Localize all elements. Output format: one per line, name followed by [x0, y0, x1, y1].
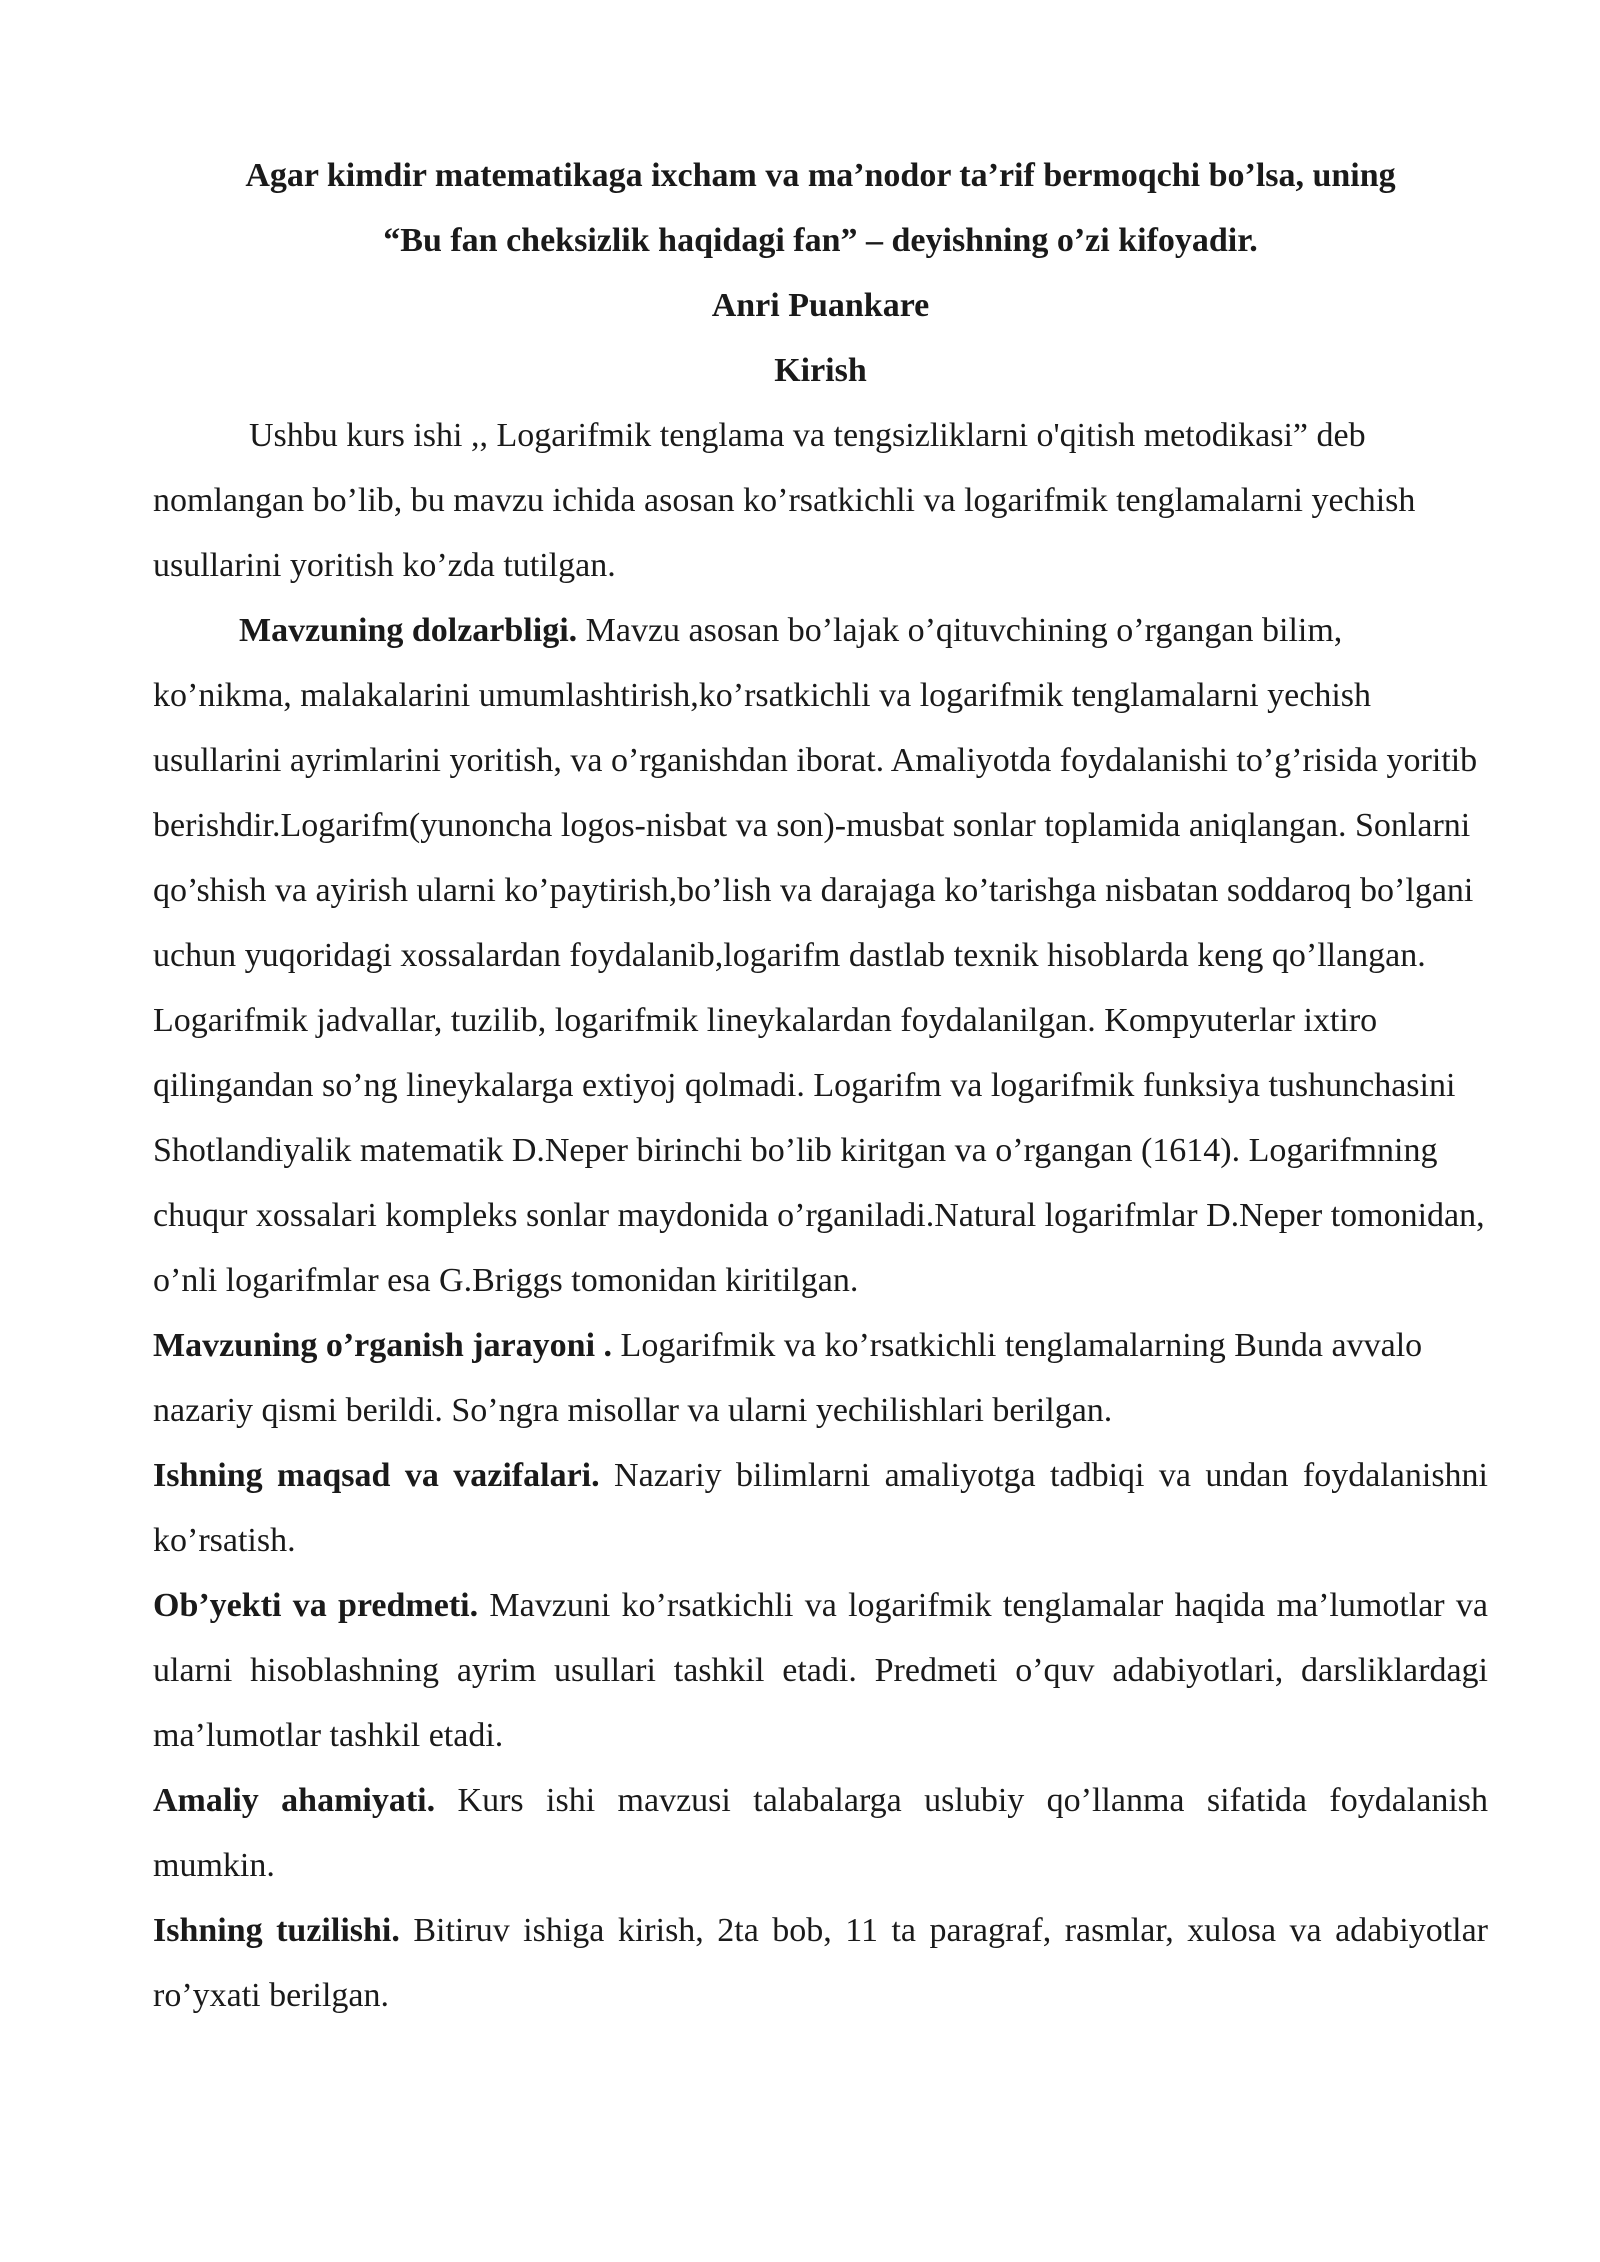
epigraph-line-1: Agar kimdir matematikaga ixcham va ma’nodor ta’rif bermoqchi bo’lsa, uning — [245, 157, 1396, 194]
document-page — [153, 143, 1488, 2028]
relevance-paragraph — [153, 598, 1488, 1313]
intro-paragraph: Ushbu kurs ishi ,, Logarifmik tenglama va tengsizliklarni o'qitish metodikasi” deb nomlangan bo’lib, bu mavzu ichida asosan ko’rsatkichli va logarifmik tenglamalarni yechish usullarini yoritish ko’zda tutilgan. — [153, 417, 1416, 584]
process-label: Mavzuning o’rganish jarayoni . — [153, 1327, 613, 1364]
process-paragraph — [153, 1313, 1488, 1443]
structure-paragraph — [153, 1898, 1488, 2028]
process-text: Logarifmik va ko’rsatkichli tenglamalarning Bunda avvalo nazariy qismi berildi. So’ngra misollar va ularni yechilishlari berilgan. — [153, 1327, 1423, 1429]
object-label: Ob’yekti va predmeti. — [153, 1587, 479, 1624]
practical-text: Kurs ishi mavzusi talabalarga uslubiy qo’llanma sifatida foydalanish mumkin. — [153, 1782, 1488, 1884]
structure-label: Ishning tuzilishi. — [153, 1912, 400, 1949]
relevance-label: Mavzuning dolzarbligi. — [239, 612, 578, 649]
goals-text: Nazariy bilimlarni amaliyotga tadbiqi va undan foydalanishni ko’rsatish. — [153, 1457, 1488, 1559]
epigraph-line-2: “Bu fan cheksizlik haqidagi fan” – deyishning o’zi kifoyadir. — [383, 222, 1258, 259]
goals-paragraph — [153, 1443, 1488, 1573]
practical-paragraph — [153, 1768, 1488, 1898]
epigraph-author: Anri Puankare — [711, 287, 930, 324]
section-heading: Kirish — [774, 352, 867, 389]
object-text: Mavzuni ko’rsatkichli va logarifmik tenglamalar haqida ma’lumotlar va ularni hisoblashning ayrim usullari tashkil etadi. Predmeti o’quv adabiyotlari, darsliklardagi ma’lumotlar tashkil etadi. — [153, 1587, 1489, 1754]
goals-label: Ishning maqsad va vazifalari. — [153, 1457, 600, 1494]
relevance-text: Mavzu asosan bo’lajak o’qituvchining o’rgangan bilim, ko’nikma, malakalarini umumlashtirish,ko’rsatkichli va logarifmik tenglamalarni yechish usullarini ayrimlarini yoritish, va o’rganishdan iborat. Amaliyotda foydalanishi to’g’risida yoritib berishdir.Logarifm(yunoncha logos-nisbat va son)-musbat sonlar toplamida aniqlangan. Sonlarni qo’shish va ayirish ularni ko’paytirish,bo’lish va darajaga ko’tarishga nisbatan soddaroq bo’lgani uchun yuqoridagi xossalardan foydalanib,logarifm dastlab texnik hisoblarda keng qo’llangan. Logarifmik jadvallar, tuzilib, logarifmik lineykalardan foydalanilgan. Kompyuterlar ixtiro qilingandan so’ng lineykalarga extiyoj qolmadi. Logarifm va logarifmik funksiya tushunchasini Shotlandiyalik matematik D.Neper birinchi bo’lib kiritgan va o’rgangan (1614). Logarifmning chuqur xossalari kompleks sonlar maydonida o’rganiladi.Natural logarifmlar D.Neper tomonidan, o’nli logarifmlar esa G.Briggs tomonidan kiritilgan. — [153, 612, 1485, 1299]
structure-text: Bitiruv ishiga kirish, 2ta bob, 11 ta paragraf, rasmlar, xulosa va adabiyotlar ro’yxati berilgan. — [153, 1912, 1489, 2014]
practical-label: Amaliy ahamiyati. — [153, 1782, 436, 1819]
object-paragraph — [153, 1573, 1488, 1768]
